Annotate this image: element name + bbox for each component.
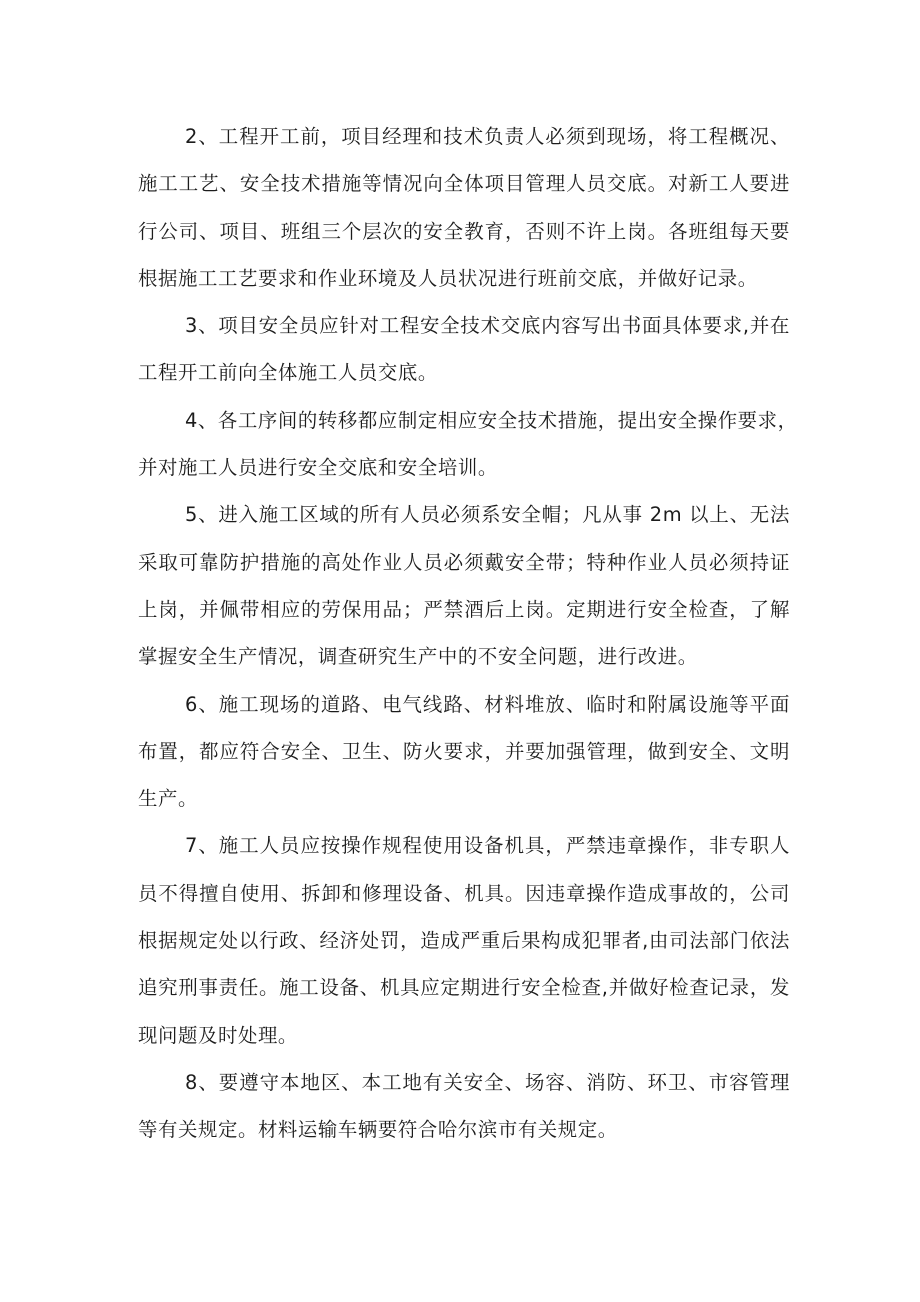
text-line: 8、要遵守本地区、本工地有关安全、场容、消防、环卫、市容管理 — [185, 1070, 790, 1094]
text-line: 追究刑事责任。施工设备、机具应定期进行安全检查,并做好检查记录，发 — [138, 976, 790, 1000]
text-line: 行公司、项目、班组三个层次的安全教育，否则不许上岗。各班组每天要 — [138, 219, 790, 243]
text-line: 等有关规定。材料运输车辆要符合哈尔滨市有关规定。 — [138, 1118, 618, 1142]
text-line: 并对施工人员进行安全交底和安全培训。 — [138, 456, 498, 480]
text-line: 6、施工现场的道路、电气线路、材料堆放、临时和附属设施等平面 — [185, 692, 790, 716]
text-line: 布置，都应符合安全、卫生、防火要求，并要加强管理，做到安全、文明 — [138, 739, 790, 763]
text-line: 根据施工工艺要求和作业环境及人员状况进行班前交底，并做好记录。 — [138, 266, 758, 290]
text-line: 上岗，并佩带相应的劳保用品；严禁酒后上岗。定期进行安全检查，了解 — [138, 597, 790, 621]
text-line: 工程开工前向全体施工人员交底。 — [138, 361, 438, 385]
paragraph-5 — [138, 495, 790, 684]
document-body — [138, 117, 798, 1158]
text-line: 5、进入施工区域的所有人员必须系安全帽；凡从事 2m 以上、无法 — [185, 503, 790, 527]
text-line: 7、施工人员应按操作规程使用设备机具，严禁违章操作，非专职人 — [185, 834, 790, 858]
text-line: 现问题及时处理。 — [138, 1023, 298, 1047]
text-line: 施工工艺、安全技术措施等情况向全体项目管理人员交底。对新工人要进 — [138, 172, 790, 196]
paragraph-7 — [138, 826, 790, 1062]
paragraph-4 — [138, 401, 798, 496]
text-line: 掌握安全生产情况，调查研究生产中的不安全问题，进行改进。 — [138, 645, 698, 669]
text-line: 根据规定处以行政、经济处罚，造成严重后果构成犯罪者,由司法部门依法 — [138, 929, 790, 953]
text-line: 员不得擅自使用、拆卸和修理设备、机具。因违章操作造成事故的，公司 — [138, 881, 790, 905]
text-line: 采取可靠防护措施的高处作业人员必须戴安全带；特种作业人员必须持证 — [138, 550, 790, 574]
text-line: 4、各工序间的转移都应制定相应安全技术措施，提出安全操作要求， — [185, 408, 798, 432]
text-line: 生产。 — [138, 787, 198, 811]
text-line: 2、工程开工前，项目经理和技术负责人必须到现场，将工程概况、 — [185, 125, 790, 148]
text-line: 3、项目安全员应针对工程安全技术交底内容写出书面具体要求,并在 — [185, 314, 790, 338]
paragraph-2 — [138, 117, 790, 306]
paragraph-3 — [138, 306, 790, 401]
paragraph-6 — [138, 685, 790, 827]
paragraph-8 — [138, 1063, 790, 1158]
